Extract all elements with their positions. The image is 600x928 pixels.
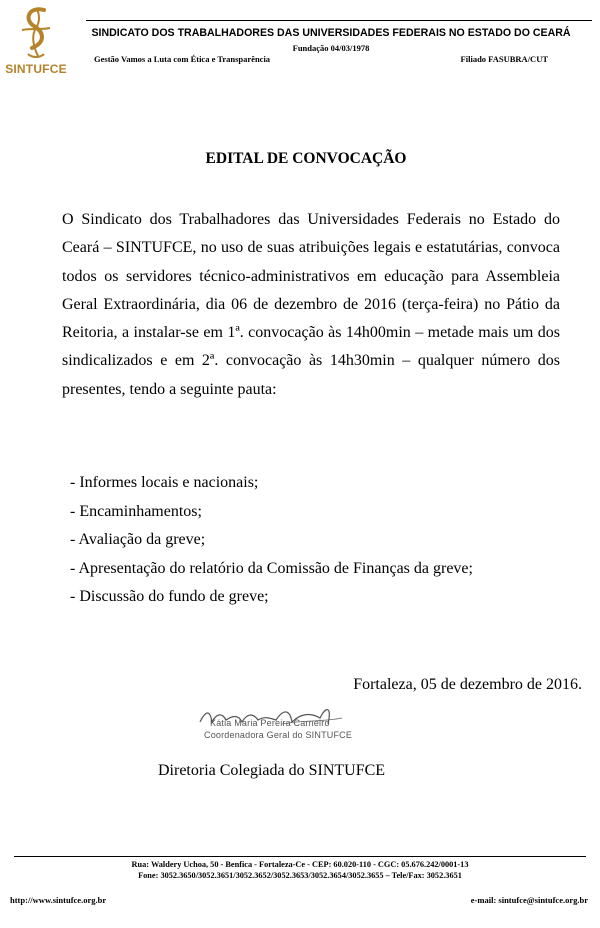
- footer-phone-line: Fone: 3052.3650/3052.3651/3052.3652/3052.3653/3052.3654/3052.3655 – Tele/Fax: 3052.3651: [138, 870, 462, 880]
- footer-divider: [14, 856, 586, 857]
- agenda-item: - Encaminhamentos;: [70, 502, 202, 520]
- agenda-item: - Apresentação do relatório da Comissão de Finanças da greve;: [70, 559, 473, 577]
- footer-address-line: Rua: Waldery Uchoa, 50 - Benfica - Fortaleza-Ce - CEP: 60.020-110 - CGC: 05.676.242/0001-13: [131, 860, 469, 869]
- document-paragraph: O Sindicato dos Trabalhadores das Universidades Federais no Estado do Ceará – SINTUFCE, no uso de suas atribuições legais e estatutárias, convoca todos os servidores técnico-administrativos em educação para Assembleia Geral Extraordinária, dia 06 de dezembro de 2016 (terça-feira) no Pátio da Reitoria, a instalar-se em 1ª. convocação às 14h00min – metade mais um dos sindicalizados e em 2ª. convocação às 14h30min – qualquer número dos presentes, tendo a seguinte pauta:: [62, 211, 560, 398]
- signatory: Diretoria Colegiada do SINTUFCE: [158, 762, 386, 779]
- agenda-list: [70, 469, 550, 612]
- signature-name: Kátia Maria Pereira Carneiro: [210, 718, 330, 728]
- header-motto: Gestão Vamos a Luta com Ética e Transparência: [94, 54, 271, 64]
- place-date: Fortaleza, 05 de dezembro de 2016.: [353, 676, 582, 693]
- agenda-item: - Avaliação da greve;: [70, 531, 206, 548]
- logo-text: SINTUFCE: [5, 62, 67, 76]
- signature-role: Coordenadora Geral do SINTUFCE: [204, 730, 353, 740]
- header-founded: Fundação 04/03/1978: [292, 43, 370, 53]
- footer-address: [0, 860, 600, 881]
- sintufce-logo-icon: [18, 4, 54, 62]
- agenda-item: - Discussão do fundo de greve;: [70, 588, 269, 605]
- header-affiliation: Filiado FASUBRA/CUT: [460, 54, 548, 64]
- header-title: SINDICATO DOS TRABALHADORES DAS UNIVERSIDADES FEDERAIS NO ESTADO DO CEARÁ: [91, 27, 571, 39]
- document-title: EDITAL DE CONVOCAÇÃO: [205, 150, 407, 167]
- agenda-item: - Informes locais e nacionais;: [70, 474, 259, 491]
- sintufce-logo: [4, 4, 68, 76]
- handwritten-signature: [192, 700, 352, 734]
- signature-stamp: [192, 700, 352, 754]
- footer-website: http://www.sintufce.org.br: [10, 895, 107, 905]
- footer-email: e-mail: sintufce@sintufce.org.br: [470, 895, 588, 905]
- header-divider: [86, 20, 592, 21]
